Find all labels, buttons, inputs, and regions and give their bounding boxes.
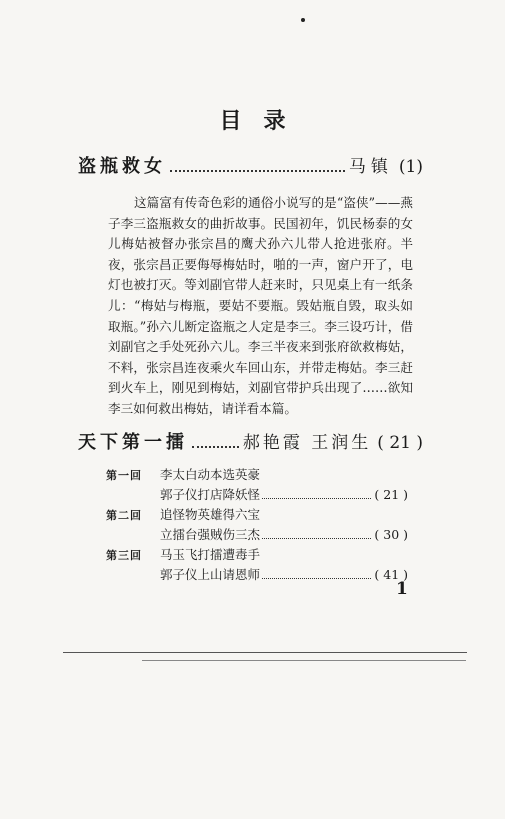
chapter-label: 第一回 xyxy=(106,469,142,482)
chapter-page: ( 21 ) xyxy=(374,487,408,502)
entry-page: (1) xyxy=(398,157,423,177)
dot-leader xyxy=(170,169,345,172)
bottom-rule-secondary xyxy=(142,660,466,661)
dot-leader xyxy=(262,578,371,579)
summary-text: 这篇富有传奇色彩的通俗小说写的是“盗侠”——燕子李三盗瓶救女的曲折故事。民国初年，饥民杨泰的女儿梅姑被督办张宗昌的鹰犬孙六儿带人抢进张府。半夜，张宗昌正要侮辱梅姑时，啪的一声，窗户开了，电灯也被打灭。等刘副官带人赶来时，只见桌上有一纸条儿：“梅姑与梅瓶，要姑不要瓶。毁姑瓶自毁，取头如取瓶。”孙六儿断定盗瓶之人定是李三。李三设巧计，借刘副官之手处死孙六儿。李三半夜来到张府欲救梅姑，不料，张宗昌连夜乘火车回山东，并带走梅姑。李三赶到火车上，刚见到梅姑，刘副官带护兵出现了……欲知李三如何救出梅姑，请详看本篇。 xyxy=(108,195,413,416)
chapter-line-1: 马玉飞打擂遭毒手 xyxy=(160,547,261,562)
chapter-label: 第三回 xyxy=(106,549,142,562)
chapter-page: ( 41 ) xyxy=(374,567,408,582)
page-number: 1 xyxy=(396,579,408,599)
entry-author: 郝艳霞 王润生 xyxy=(242,433,372,453)
entry-author: 马镇 xyxy=(348,157,393,177)
chapter-line-1: 李太白动本选英豪 xyxy=(160,467,261,482)
dot-leader xyxy=(262,538,371,539)
chapter-line-2: 郭子仪上山请恩师 xyxy=(160,567,261,582)
ink-speck xyxy=(301,18,305,22)
dot-leader xyxy=(262,498,371,499)
toc-entry-2[interactable] xyxy=(78,428,423,452)
page-title: 目录 xyxy=(219,108,308,134)
entry-title: 盗瓶救女 xyxy=(78,156,166,177)
toc-entry-1[interactable] xyxy=(78,152,423,176)
entry-summary xyxy=(108,193,413,420)
entry-page: ( 21 ) xyxy=(377,433,423,453)
dot-leader xyxy=(192,445,239,448)
chapter-page: ( 30 ) xyxy=(374,527,408,542)
chapter-line-2: 立擂台强贼伤三杰 xyxy=(160,527,261,542)
chapter-item[interactable] xyxy=(106,505,408,545)
chapter-item[interactable] xyxy=(106,465,408,505)
chapter-line-2: 郭子仪打店降妖怪 xyxy=(160,487,261,502)
bottom-rule xyxy=(63,652,467,653)
chapter-label: 第二回 xyxy=(106,509,142,522)
entry-title: 天下第一擂 xyxy=(78,432,188,453)
chapter-line-1: 追怪物英雄得六宝 xyxy=(160,507,261,522)
chapter-item[interactable] xyxy=(106,545,408,585)
